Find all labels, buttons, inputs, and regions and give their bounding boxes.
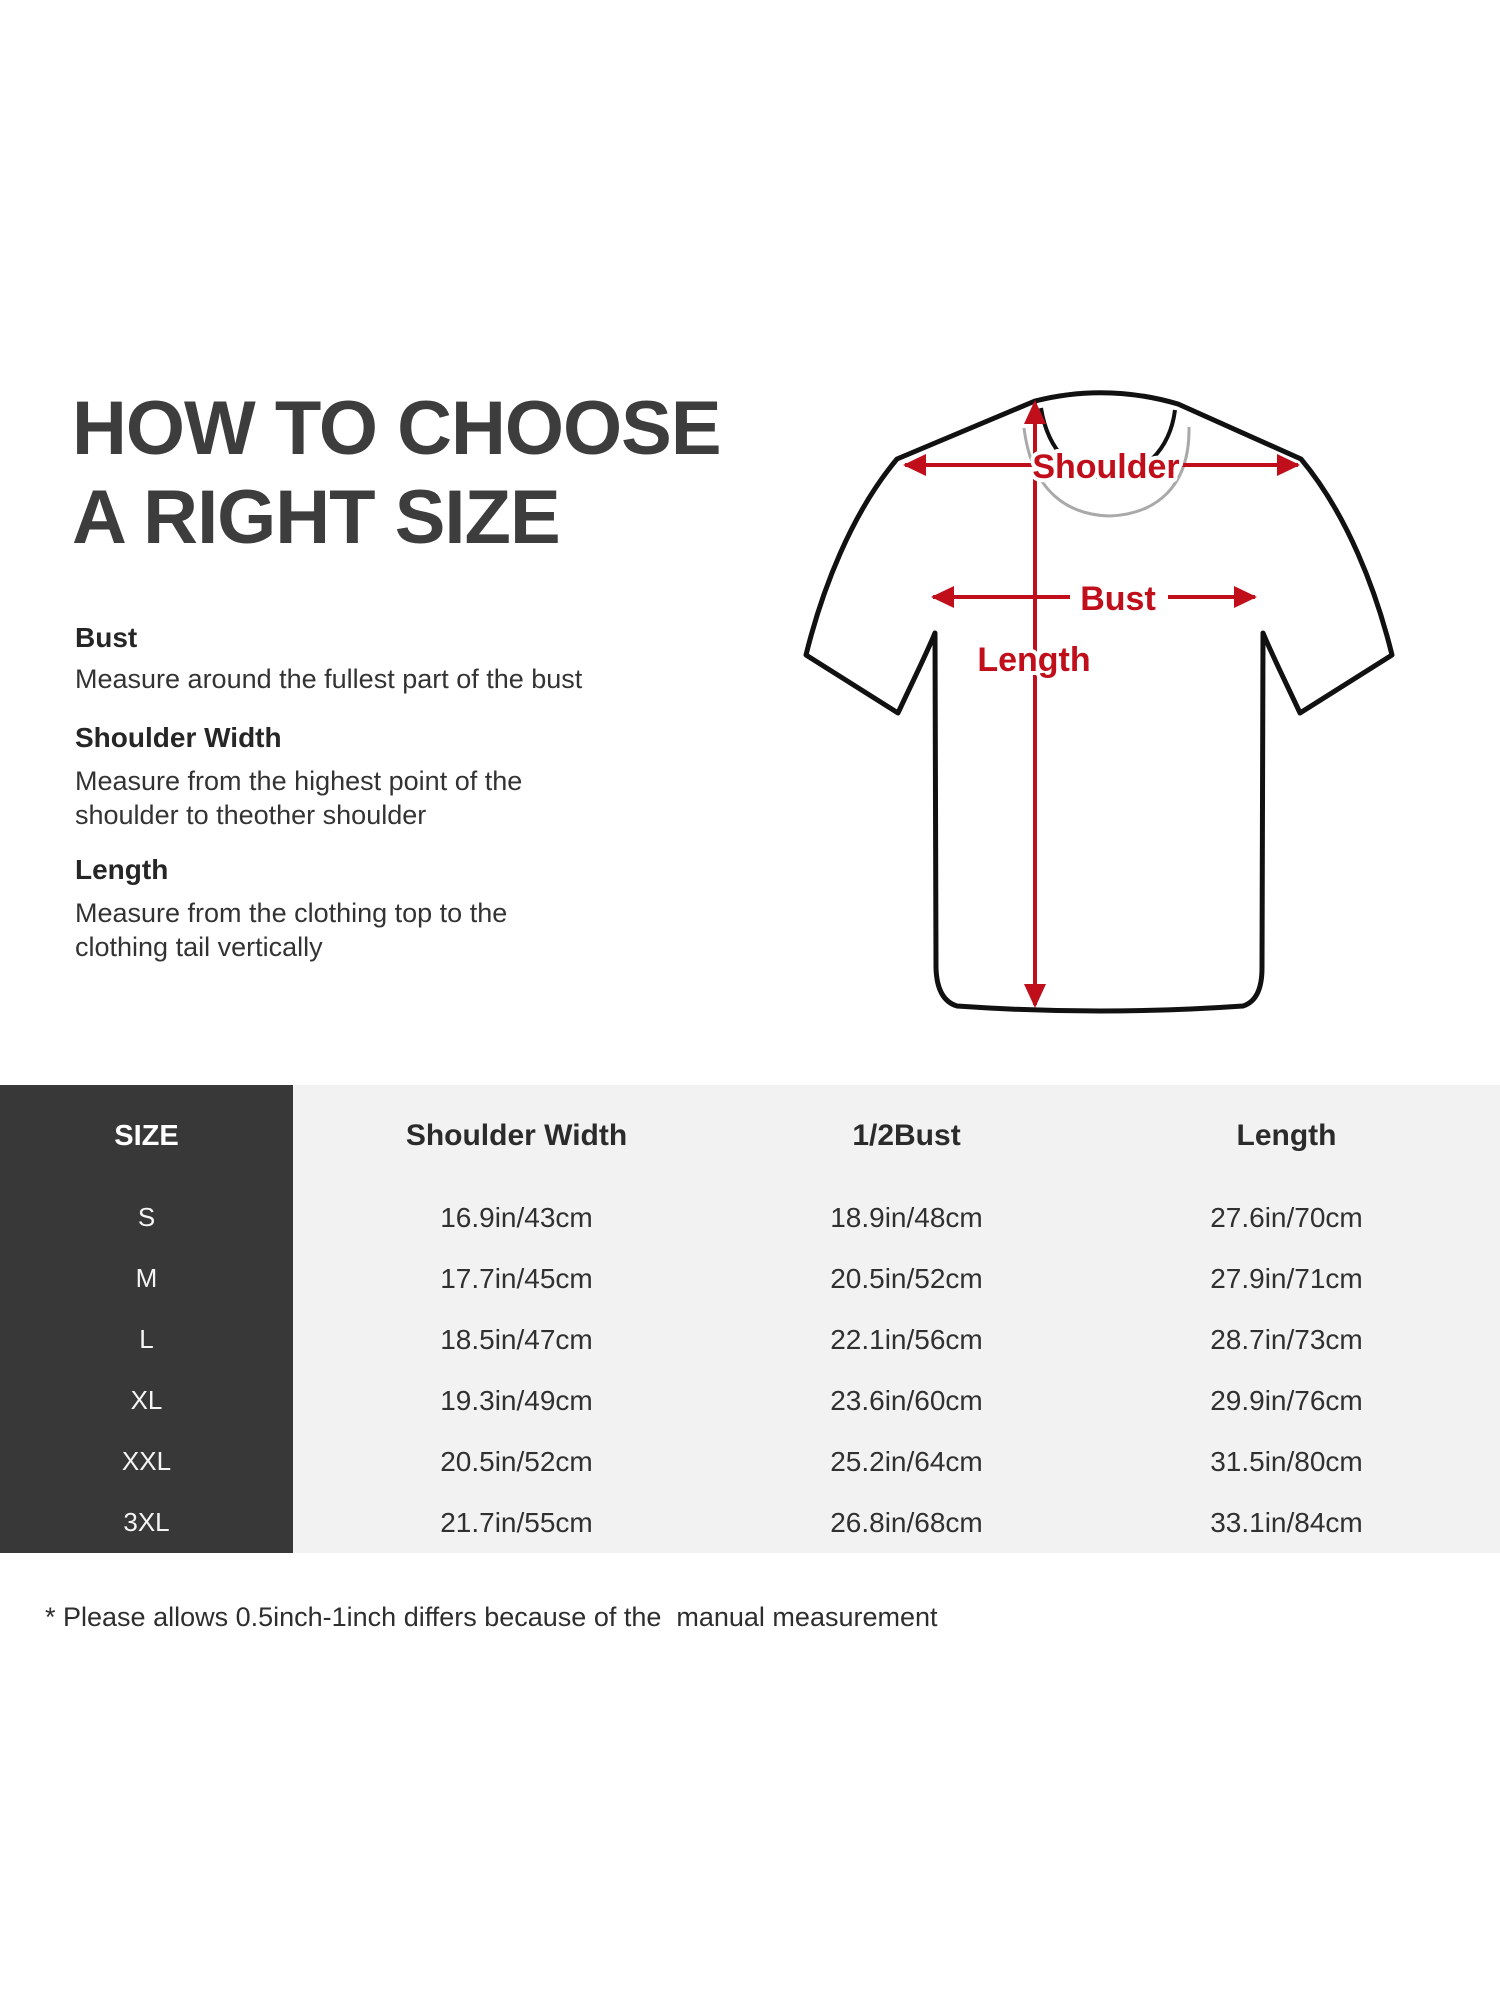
shoulder-width-cell: 21.7in/55cm [440, 1506, 593, 1538]
size-table-row [0, 1187, 1500, 1248]
shoulder-width-cell: 16.9in/43cm [440, 1201, 593, 1233]
half-bust-cell: 20.5in/52cm [830, 1262, 983, 1294]
half-bust-column-header: 1/2Bust [852, 1119, 961, 1152]
shoulder-width-cell: 20.5in/52cm [440, 1445, 593, 1477]
size-table-row [0, 1370, 1500, 1431]
shoulder-width-cell: 17.7in/45cm [440, 1262, 593, 1294]
tshirt-measurement-diagram [770, 370, 1450, 1060]
guide-bust-desc: Measure around the fullest part of the bust [75, 664, 583, 694]
guide-length-desc-line1: Measure from the clothing top to the [75, 898, 508, 928]
size-cell: L [0, 1309, 293, 1370]
page-title-line2: A RIGHT SIZE [72, 475, 560, 560]
size-table-row [0, 1492, 1500, 1553]
size-table-row [0, 1309, 1500, 1370]
length-cell: 28.7in/73cm [1210, 1323, 1363, 1355]
shoulder-width-cell: 18.5in/47cm [440, 1323, 593, 1355]
size-table-row [0, 1431, 1500, 1492]
length-cell: 27.6in/70cm [1210, 1201, 1363, 1233]
shoulder-width-cell: 19.3in/49cm [440, 1384, 593, 1416]
size-cell: XXL [0, 1431, 293, 1492]
length-cell: 27.9in/71cm [1210, 1262, 1363, 1294]
guide-shoulder-desc-line1: Measure from the highest point of the [75, 766, 523, 796]
size-cell: S [0, 1187, 293, 1248]
measurement-disclaimer: * Please allows 0.5inch-1inch differs because of the manual measurement [45, 1602, 938, 1632]
size-table-row [0, 1248, 1500, 1309]
half-bust-cell: 22.1in/56cm [830, 1323, 983, 1355]
size-table [0, 1085, 1500, 1553]
guide-length-title: Length [75, 854, 169, 885]
length-cell: 29.9in/76cm [1210, 1384, 1363, 1416]
length-cell: 33.1in/84cm [1210, 1506, 1363, 1538]
length-measure-label: Length [977, 641, 1091, 679]
half-bust-cell: 23.6in/60cm [830, 1384, 983, 1416]
size-column-header: SIZE [0, 1085, 293, 1187]
page-title-line1: HOW TO CHOOSE [72, 386, 721, 471]
half-bust-cell: 18.9in/48cm [830, 1201, 983, 1233]
guide-shoulder-desc-line2: shoulder to theother shoulder [75, 800, 427, 830]
guide-shoulder-title: Shoulder Width [75, 722, 282, 753]
shoulder-measure-label: Shoulder [1032, 448, 1180, 486]
size-cell: XL [0, 1370, 293, 1431]
guide-bust-title: Bust [75, 622, 138, 653]
shoulder-width-column-header: Shoulder Width [405, 1119, 628, 1152]
size-cell: 3XL [0, 1492, 293, 1553]
bust-measure-label: Bust [1080, 580, 1156, 618]
length-cell: 31.5in/80cm [1210, 1445, 1363, 1477]
size-table-body [0, 1187, 1500, 1553]
size-cell: M [0, 1248, 293, 1309]
half-bust-cell: 26.8in/68cm [830, 1506, 983, 1538]
guide-length-desc-line2: clothing tail vertically [75, 932, 323, 962]
size-table-header-row [0, 1085, 1500, 1187]
length-column-header: Length [1236, 1119, 1337, 1152]
half-bust-cell: 25.2in/64cm [830, 1445, 983, 1477]
